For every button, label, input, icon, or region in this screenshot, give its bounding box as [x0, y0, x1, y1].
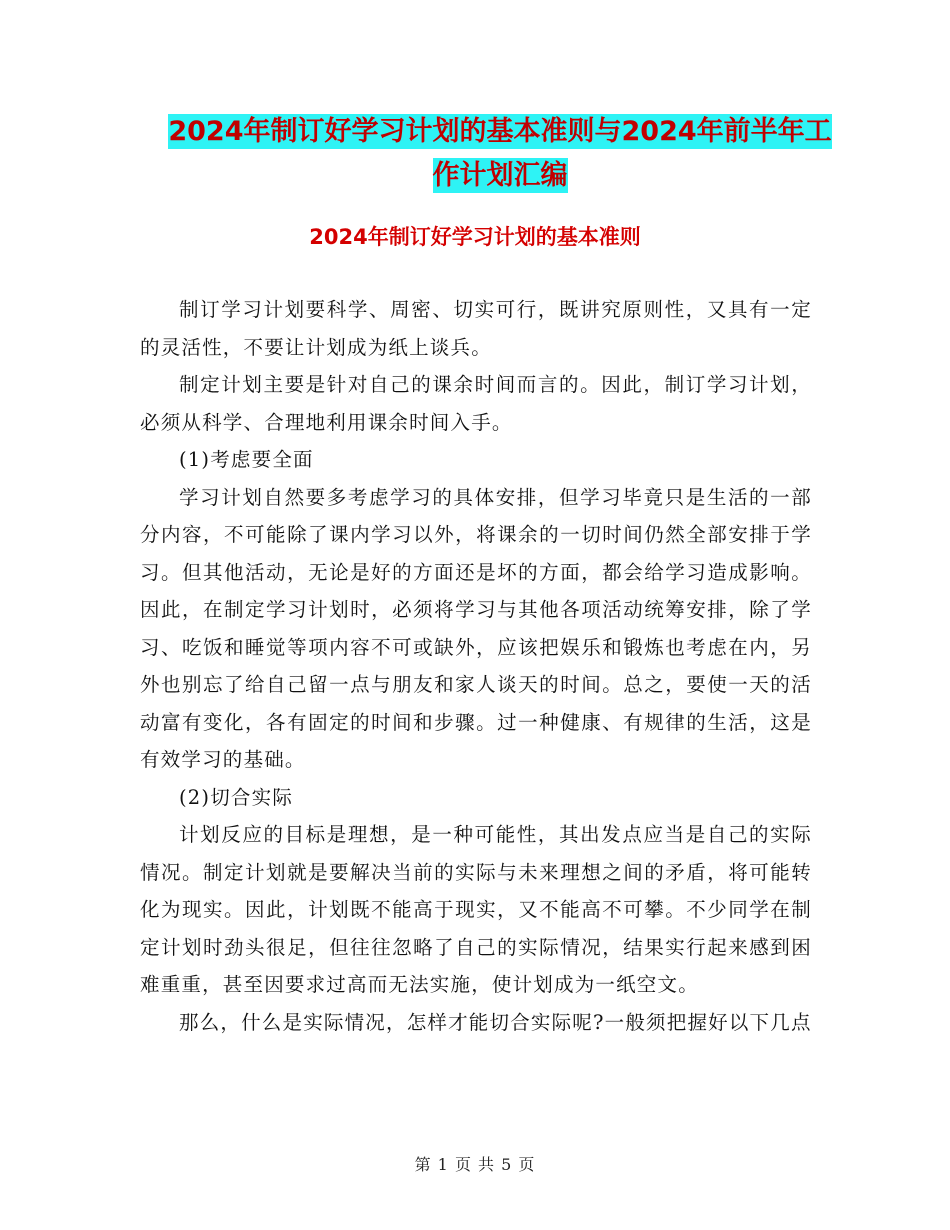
paragraph: 学习计划自然要多考虑学习的具体安排，但学习毕竟只是生活的一部分内容，不可能除了课内学习以外，将课余的一切时间仍然全部安排于学习。但其他活动，无论是好的方面还是坏的方面，都会给学习造成影响。因此，在制定学习计划时，必须将学习与其他各项活动统筹安排，除了学习、吃饭和睡觉等项内容不可或缺外，应该把娱乐和锻炼也考虑在内，另外也别忘了给自己留一点与朋友和家人谈天的时间。总之，要使一天的活动富有变化，各有固定的时间和步骤。过一种健康、有规律的生活，这是有效学习的基础。: [140, 485, 812, 771]
paragraph: 制定计划主要是针对自己的课余时间而言的。因此，制订学习计划，必须从科学、合理地利用课余时间入手。: [140, 373, 812, 434]
paragraph: 计划反应的目标是理想，是一种可能性，其出发点应当是自己的实际情况。制定计划就是要解决当前的实际与未来理想之间的矛盾，将可能转化为现实。因此，计划既不能高于现实，又不能高不可攀。不少同学在制定计划时劲头很足，但往往忽略了自己的实际情况，结果实行起来感到困难重重，甚至因要求过高而无法实施，使计划成为一纸空文。: [140, 823, 812, 996]
section-title: 2024年制订好学习计划的基本准则: [309, 225, 641, 249]
subheading: (1)考虑要全面: [179, 448, 314, 471]
document-title-line-1: 2024年制订好学习计划的基本准则与2024年前半年工: [168, 116, 832, 147]
document-title-line-2: 作计划汇编: [432, 160, 568, 191]
document-title: [140, 110, 860, 198]
paragraph: 制订学习计划要科学、周密、切实可行，既讲究原则性，又具有一定的灵活性，不要让计划成为纸上谈兵。: [140, 298, 812, 359]
body-text: [140, 291, 812, 1041]
page-footer: 第 1 页 共 5 页: [414, 1155, 536, 1174]
paragraph: 那么，什么是实际情况，怎样才能切合实际呢?一般须把握好以下几点: [179, 1010, 812, 1034]
subheading: (2)切合实际: [179, 785, 294, 809]
